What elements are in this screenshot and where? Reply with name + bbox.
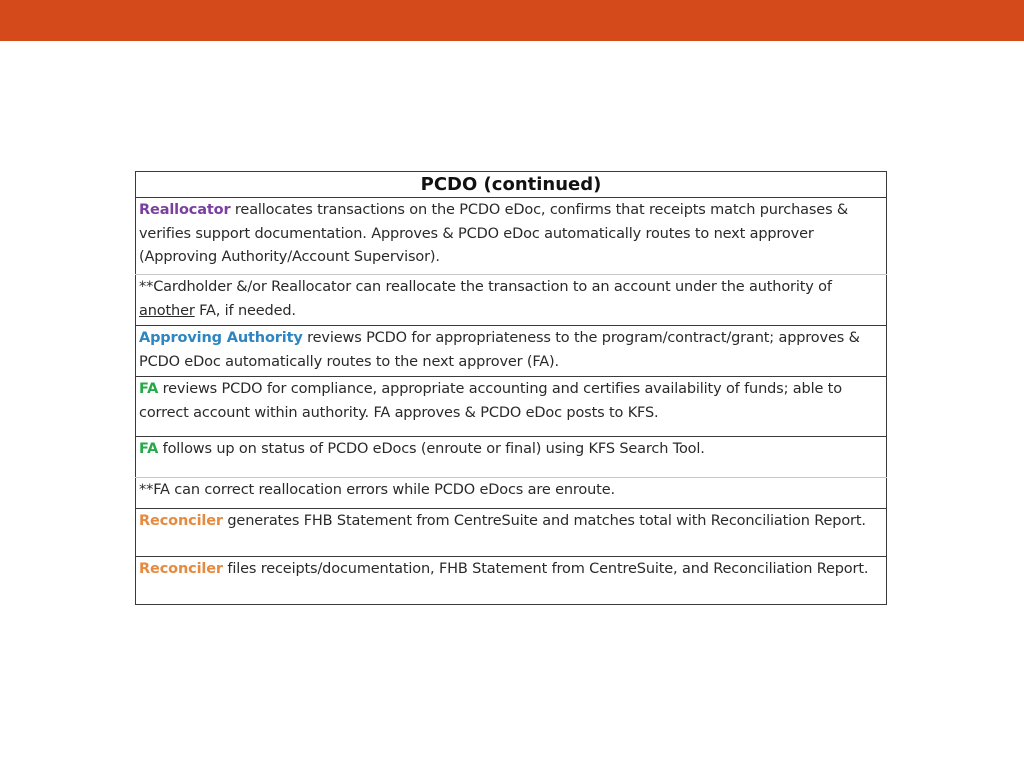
table-header-row (136, 172, 887, 198)
fa-note-cell (136, 478, 887, 509)
role-fa: FA (139, 441, 159, 457)
header-bar (0, 0, 1024, 41)
row-text: reviews PCDO for appropriateness to the program/contract/grant; approves & PCDO eDoc automatically routes to the next approver (FA). (139, 330, 860, 370)
underlined-text: another (139, 302, 195, 319)
table-title: PCDO (continued) (136, 172, 887, 198)
row-text: follows up on status of PCDO eDocs (enroute or final) using KFS Search Tool. (158, 441, 705, 457)
role-approving-authority: Approving Authority (139, 330, 303, 346)
table-row (136, 557, 887, 605)
row-text: reallocates transactions on the PCDO eDoc, confirms that receipts match purchases & verifies support documentation. Approves & PCDO eDoc automatically routes to next approver (Approving Authority/Account Supervisor). (139, 202, 849, 265)
row-text: **Cardholder &/or Reallocator can reallocate the transaction to an account under the authority of (139, 279, 832, 295)
fa-followup-cell (136, 437, 887, 478)
row-text: reviews PCDO for compliance, appropriate accounting and certifies availability of funds; able to correct account within authority. FA approves & PCDO eDoc posts to KFS. (139, 381, 842, 421)
table-row (136, 275, 887, 326)
table-row (136, 437, 887, 478)
table-row (136, 326, 887, 377)
role-reallocator: Reallocator (139, 202, 231, 218)
reallocation-note-cell (136, 275, 887, 326)
approving-authority-cell (136, 326, 887, 377)
row-text: generates FHB Statement from CentreSuite and matches total with Reconciliation Report. (222, 513, 866, 529)
table-row (136, 478, 887, 509)
reconciler-files-cell (136, 557, 887, 605)
pcdo-table (135, 171, 887, 605)
row-text: files receipts/documentation, FHB Statement from CentreSuite, and Reconciliation Report. (222, 561, 869, 577)
role-reconciler: Reconciler (139, 561, 223, 577)
fa-review-cell (136, 377, 887, 437)
reallocator-cell (136, 198, 887, 275)
table-row (136, 198, 887, 275)
table-row (136, 509, 887, 557)
row-text: FA, if needed. (194, 302, 296, 319)
role-fa: FA (139, 381, 159, 397)
reconciler-generate-cell (136, 509, 887, 557)
table-row (136, 377, 887, 437)
row-text: **FA can correct reallocation errors while PCDO eDocs are enroute. (139, 482, 615, 498)
role-reconciler: Reconciler (139, 513, 223, 529)
